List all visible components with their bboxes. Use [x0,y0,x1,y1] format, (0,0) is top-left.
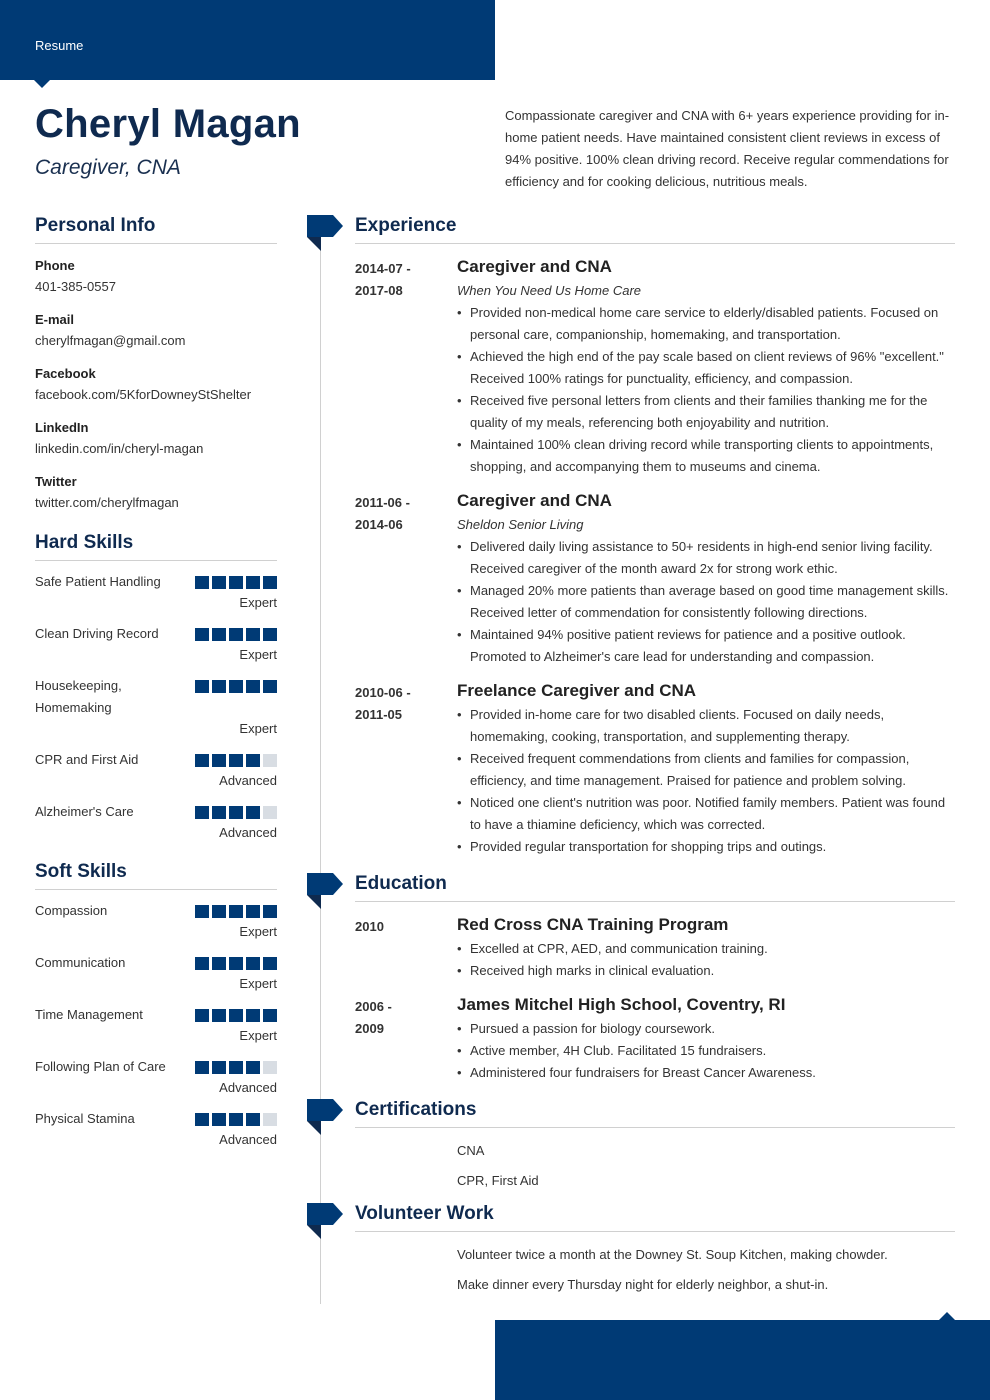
skill-item [35,571,277,613]
email-label: E-mail [35,312,75,327]
rating-square-filled [246,1061,260,1074]
job-entry [355,254,955,478]
job-bullets [457,704,955,858]
rating-square-filled [246,628,260,641]
rating-square-filled [195,576,209,589]
job-body [457,678,955,858]
rating-square-filled [263,576,277,589]
personal-info-item [35,256,277,298]
education-bullets [457,1018,955,1084]
rating-square-filled [246,576,260,589]
rating-square-empty [263,754,277,767]
rating-square-filled [246,1009,260,1022]
skill-item [35,675,277,739]
rating-square-filled [263,680,277,693]
twitter-link[interactable]: twitter.com/cherylfmagan [35,495,179,510]
personal-info-item [35,364,277,406]
personal-info-list [35,256,277,514]
skill-level: Expert [239,976,277,991]
education-flag-icon [307,873,343,901]
bullet-item: • Provided regular transportation for shopping trips and outings. [457,836,955,858]
skill-level: Expert [239,721,277,736]
bullet-item: • Maintained 94% positive patient reviews for patience and a positive outlook. Promoted to Alzheimer's care lead for understanding and compassion. [457,624,955,668]
experience-section [355,215,955,858]
volunteer-item: Make dinner every Thursday night for elderly neighbor, a shut-in. [457,1277,829,1292]
bottom-banner [495,1320,990,1400]
skill-rating [195,754,277,767]
rating-square-filled [246,957,260,970]
experience-heading: Experience [355,215,955,244]
banner-notch [939,1312,955,1320]
rating-square-filled [212,957,226,970]
bullet-item: • Delivered daily living assistance to 50+ residents in high-end senior living facility. Received caregiver of the month award 2x for strong work ethic. [457,536,955,580]
rating-square-filled [229,1113,243,1126]
education-date-start: 2006 - [355,999,392,1014]
education-date-end: 2009 [355,1021,384,1036]
job-dates [355,678,457,858]
bullet-item: • Provided in-home care for two disabled clients. Focused on daily needs, homemaking, cooking, transportation, and supplementing therapy. [457,704,955,748]
linkedin-link[interactable]: linkedin.com/in/cheryl-magan [35,441,204,456]
job-company: When You Need Us Home Care [457,283,642,298]
rating-square-filled [195,806,209,819]
rating-square-filled [246,680,260,693]
personal-info-item [35,310,277,352]
job-date-start: 2011-06 - [355,495,410,510]
timeline-line [320,238,321,1304]
rating-square-filled [229,628,243,641]
rating-square-filled [212,628,226,641]
rating-square-filled [195,680,209,693]
job-date-end: 2017-08 [355,283,403,298]
volunteer-flag-icon [307,1203,343,1231]
volunteer-item: Volunteer twice a month at the Downey St. Soup Kitchen, making chowder. [457,1247,888,1262]
job-date-end: 2011-05 [355,707,402,722]
job-body [457,488,955,668]
skill-item [35,1108,277,1150]
skill-name: Housekeeping, Homemaking [35,678,122,715]
skill-level: Advanced [219,1132,277,1147]
rating-square-empty [263,1061,277,1074]
skill-name: Clean Driving Record [35,626,159,641]
job-bullets [457,302,955,478]
skill-name: Compassion [35,903,108,918]
job-date-end: 2014-06 [355,517,403,532]
certification-item: CPR, First Aid [457,1173,539,1188]
skill-item [35,952,277,994]
rating-square-filled [229,1061,243,1074]
skill-level: Advanced [219,825,277,840]
rating-square-filled [212,680,226,693]
skill-level: Expert [239,1028,277,1043]
candidate-name: Cheryl Magan [35,102,301,146]
rating-square-filled [195,1009,209,1022]
skill-item [35,1004,277,1046]
job-title: Caregiver and CNA [457,491,612,510]
rating-square-filled [263,628,277,641]
rating-square-filled [195,1113,209,1126]
rating-square-filled [195,754,209,767]
rating-square-filled [246,806,260,819]
candidate-title: Caregiver, CNA [35,156,181,179]
bullet-item: • Pursued a passion for biology coursework. [457,1018,955,1040]
bullet-item: • Managed 20% more patients than average based on good time management skills. Received letter of commendation for consistently following directions. [457,580,955,624]
job-company: Sheldon Senior Living [457,517,584,532]
job-date-start: 2010-06 - [355,685,411,700]
experience-flag-icon [307,215,343,243]
skill-rating [195,806,277,819]
skill-rating [195,905,277,918]
job-entry [355,678,955,858]
job-date-start: 2014-07 - [355,261,411,276]
skill-item [35,900,277,942]
skill-rating [195,628,277,641]
skill-level: Expert [239,924,277,939]
rating-square-filled [263,905,277,918]
education-dates [355,912,457,982]
rating-square-filled [263,957,277,970]
skill-rating [195,1061,277,1074]
rating-square-filled [195,628,209,641]
rating-square-filled [246,905,260,918]
rating-square-filled [212,1113,226,1126]
document-label: Resume [35,38,84,53]
bullet-item: • Received high marks in clinical evaluation. [457,960,955,982]
job-dates [355,254,457,478]
phone-label: Phone [35,258,75,273]
certifications-section [355,1099,955,1192]
education-title: Red Cross CNA Training Program [457,915,729,934]
rating-square-filled [229,680,243,693]
skill-item [35,1056,277,1098]
rating-square-filled [229,754,243,767]
skill-level: Expert [239,595,277,610]
rating-square-filled [212,1061,226,1074]
skill-name: Time Management [35,1007,143,1022]
twitter-label: Twitter [35,474,77,489]
job-entry [355,488,955,668]
personal-info-item [35,472,277,514]
rating-square-empty [263,806,277,819]
education-title: James Mitchel High School, Coventry, RI [457,995,786,1014]
skill-name: CPR and First Aid [35,752,139,767]
education-date-start: 2010 [355,919,384,934]
education-entry [355,992,955,1084]
skill-level: Advanced [219,1080,277,1095]
education-body [457,912,955,982]
education-heading: Education [355,873,955,902]
personal-info-item [35,418,277,460]
bullet-item: • Received five personal letters from clients and their families thanking me for the quality of my meals, referencing both enjoyability and nutrition. [457,390,955,434]
banner-notch [34,80,50,88]
volunteer-list [457,1232,955,1296]
skill-name: Physical Stamina [35,1111,135,1126]
education-dates [355,992,457,1084]
rating-square-filled [212,1009,226,1022]
certifications-heading: Certifications [355,1099,955,1128]
skill-rating [195,1009,277,1022]
rating-square-filled [246,754,260,767]
job-bullets [457,536,955,668]
linkedin-label: LinkedIn [35,420,89,435]
certifications-list [457,1128,955,1192]
rating-square-filled [195,957,209,970]
skill-name: Safe Patient Handling [35,574,161,589]
skill-item [35,623,277,665]
bullet-item: • Achieved the high end of the pay scale based on client reviews of 96% "excellent." Received 100% ratings for punctuality, efficiency, and compassion. [457,346,955,390]
facebook-label: Facebook [35,366,96,381]
hard-skills-list [35,571,277,843]
rating-square-filled [212,806,226,819]
rating-square-filled [229,905,243,918]
skill-name: Communication [35,955,126,970]
profile-summary: Compassionate caregiver and CNA with 6+ years experience providing for in-home patient needs. Have maintained consistent client reviews in excess of 94% positive. 100% clean driving record. Receive regular commendations for efficiency and for cooking delicious, nutritious meals. [505,108,950,189]
bullet-item: • Provided non-medical home care service to elderly/disabled patients. Focused on personal care, companionship, homemaking, and transportation. [457,302,955,346]
education-entry [355,912,955,982]
bullet-item: • Active member, 4H Club. Facilitated 15 fundraisers. [457,1040,955,1062]
skill-rating [195,957,277,970]
skill-level: Advanced [219,773,277,788]
rating-square-filled [229,806,243,819]
rating-square-filled [212,576,226,589]
job-title: Caregiver and CNA [457,257,612,276]
skill-item [35,749,277,791]
skill-rating [195,680,277,693]
personal-info-heading: Personal Info [35,215,277,244]
rating-square-filled [195,1061,209,1074]
job-body [457,254,955,478]
rating-square-filled [229,576,243,589]
rating-square-filled [263,1009,277,1022]
bullet-item: • Maintained 100% clean driving record while transporting clients to appointments, shopping, and accompanying them to museums and cinema. [457,434,955,478]
facebook-link[interactable]: facebook.com/5KforDowneyStShelter [35,387,252,402]
bullet-item: • Administered four fundraisers for Breast Cancer Awareness. [457,1062,955,1084]
top-banner [0,0,495,80]
education-section [355,873,955,1084]
skill-rating [195,1113,277,1126]
rating-square-filled [246,1113,260,1126]
rating-square-filled [212,905,226,918]
education-bullets [457,938,955,982]
rating-square-filled [212,754,226,767]
email-link[interactable]: cherylfmagan@gmail.com [35,333,186,348]
bullet-item: • Excelled at CPR, AED, and communication training. [457,938,955,960]
skill-name: Following Plan of Care [35,1059,166,1074]
bullet-item: • Noticed one client's nutrition was poor. Notified family members. Patient was found to have a thiamine deficiency, which was corrected. [457,792,955,836]
rating-square-filled [229,957,243,970]
rating-square-empty [263,1113,277,1126]
certifications-flag-icon [307,1099,343,1127]
bullet-item: • Received frequent commendations from clients and families for compassion, efficiency, and time management. Praised for patience and problem solving. [457,748,955,792]
skill-rating [195,576,277,589]
soft-skills-heading: Soft Skills [35,861,277,890]
rating-square-filled [229,1009,243,1022]
left-column [35,215,277,1150]
skill-item [35,801,277,843]
certification-item: CNA [457,1143,485,1158]
job-dates [355,488,457,668]
rating-square-filled [195,905,209,918]
skill-name: Alzheimer's Care [35,804,134,819]
skill-level: Expert [239,647,277,662]
volunteer-heading: Volunteer Work [355,1203,955,1232]
soft-skills-list [35,900,277,1150]
job-title: Freelance Caregiver and CNA [457,681,697,700]
phone-value: 401-385-0557 [35,279,116,294]
education-body [457,992,955,1084]
volunteer-section [355,1203,955,1296]
hard-skills-heading: Hard Skills [35,532,277,561]
